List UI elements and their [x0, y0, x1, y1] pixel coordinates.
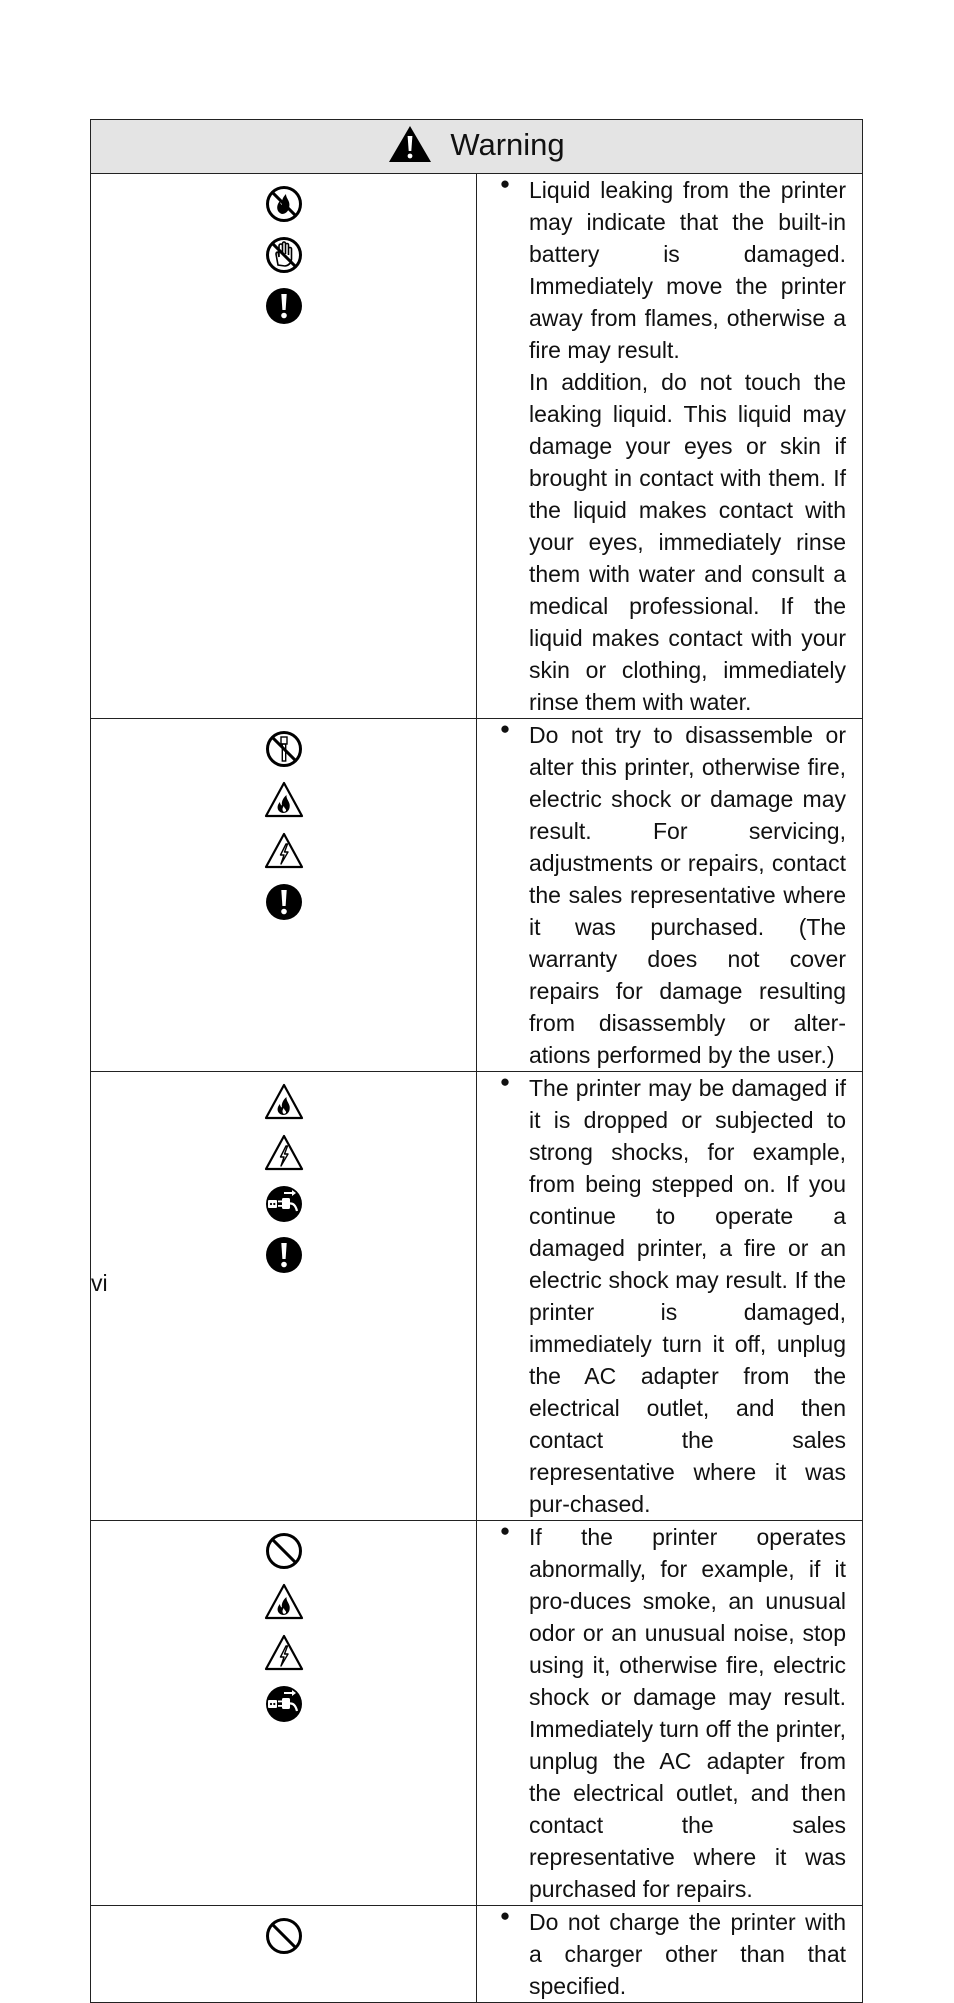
warning-paragraph: The printer may be damaged if it is dropped or subjected to strong shocks, for example, from being stepped on. If you continue to operate a damaged printer, a fire or an electric shock may result. If the printer is damaged, immediately turn it off, unplug the AC adapter from the electrical outlet, and then contact the sales representative where it was pur-chased. — [529, 1075, 846, 1517]
hazard-icons-cell — [91, 719, 477, 1072]
warning-paragraph: In addition, do not touch the leaking liquid. This liquid may damage your eyes or skin if brought in contact with them. If the liquid makes contact with your eyes, immediately rinse them with water and consult a medical professional. If the liquid makes contact with your skin or clothing, immediately rinse them with water. — [529, 369, 846, 715]
warning-text-cell — [477, 1072, 863, 1521]
unplug-icon — [264, 1684, 304, 1724]
warning-item — [477, 719, 846, 1071]
prohibited-icon — [264, 1531, 304, 1571]
warning-row — [91, 1521, 863, 1906]
warning-triangle-icon — [388, 125, 432, 163]
hazard-icons-cell — [91, 1906, 477, 2003]
mandatory-action-icon — [264, 882, 304, 922]
prohibited-icon — [264, 1916, 304, 1956]
unplug-icon — [264, 1184, 304, 1224]
warning-title: Warning — [450, 126, 565, 162]
bullet-icon: ● — [499, 1521, 511, 1540]
warning-text-cell — [477, 1521, 863, 1906]
do-not-touch-icon — [264, 235, 304, 275]
no-open-flame-icon — [264, 184, 304, 224]
electric-shock-icon — [264, 1133, 304, 1173]
warning-paragraph: If the printer operates abnormally, for example, if it pro-duces smoke, an unusual odor or an unusual noise, stop using it, otherwise fire, electric shock or damage may result. Immediately turn off the printer, unplug the AC adapter from the electrical outlet, and then contact the sales representative where it was purchased for repairs. — [529, 1524, 846, 1902]
warning-item — [477, 1072, 846, 1520]
warning-text-cell — [477, 719, 863, 1072]
hazard-icons-cell — [91, 1521, 477, 1906]
warning-table — [90, 119, 863, 2003]
warning-paragraph: Do not try to disassemble or alter this printer, otherwise fire, electric shock or damage may result. For servicing, adjustments or repairs, contact the sales representative where it was purchased. (The warranty does not cover repairs for damage resulting from disassembly or alter-ations performed by the user.) — [529, 722, 846, 1068]
warning-text — [529, 719, 846, 1071]
bullet-icon: ● — [499, 1906, 511, 1925]
bullet-icon: ● — [499, 1072, 511, 1091]
warning-text-cell — [477, 174, 863, 719]
warning-header — [91, 120, 863, 174]
warning-text — [529, 1521, 846, 1905]
fire-hazard-icon — [264, 780, 304, 820]
electric-shock-icon — [264, 831, 304, 871]
warning-text — [529, 1072, 846, 1520]
bullet-icon: ● — [499, 174, 511, 193]
warning-row — [91, 1906, 863, 2003]
warning-item — [477, 174, 846, 718]
no-disassembly-icon — [264, 729, 304, 769]
warning-row — [91, 1072, 863, 1521]
hazard-icons-cell — [91, 1072, 477, 1521]
electric-shock-icon — [264, 1633, 304, 1673]
warning-item — [477, 1906, 846, 2002]
mandatory-action-icon — [264, 286, 304, 326]
fire-hazard-icon — [264, 1582, 304, 1622]
hazard-icons-cell — [91, 174, 477, 719]
warning-text — [529, 174, 846, 718]
warning-row — [91, 174, 863, 719]
warning-paragraph: Liquid leaking from the printer may indicate that the built-in battery is damaged. Immediately move the printer away from flames, otherwise a fire may result. — [529, 177, 846, 363]
warning-paragraph: Do not charge the printer with a charger other than that specified. — [529, 1909, 846, 1999]
fire-hazard-icon — [264, 1082, 304, 1122]
warning-header-row — [91, 120, 863, 174]
warning-text-cell — [477, 1906, 863, 2003]
warning-item — [477, 1521, 846, 1905]
bullet-icon: ● — [499, 719, 511, 738]
page-number: vi — [91, 1270, 108, 1296]
mandatory-action-icon — [264, 1235, 304, 1275]
warning-text — [529, 1906, 846, 2002]
warning-row — [91, 719, 863, 1072]
